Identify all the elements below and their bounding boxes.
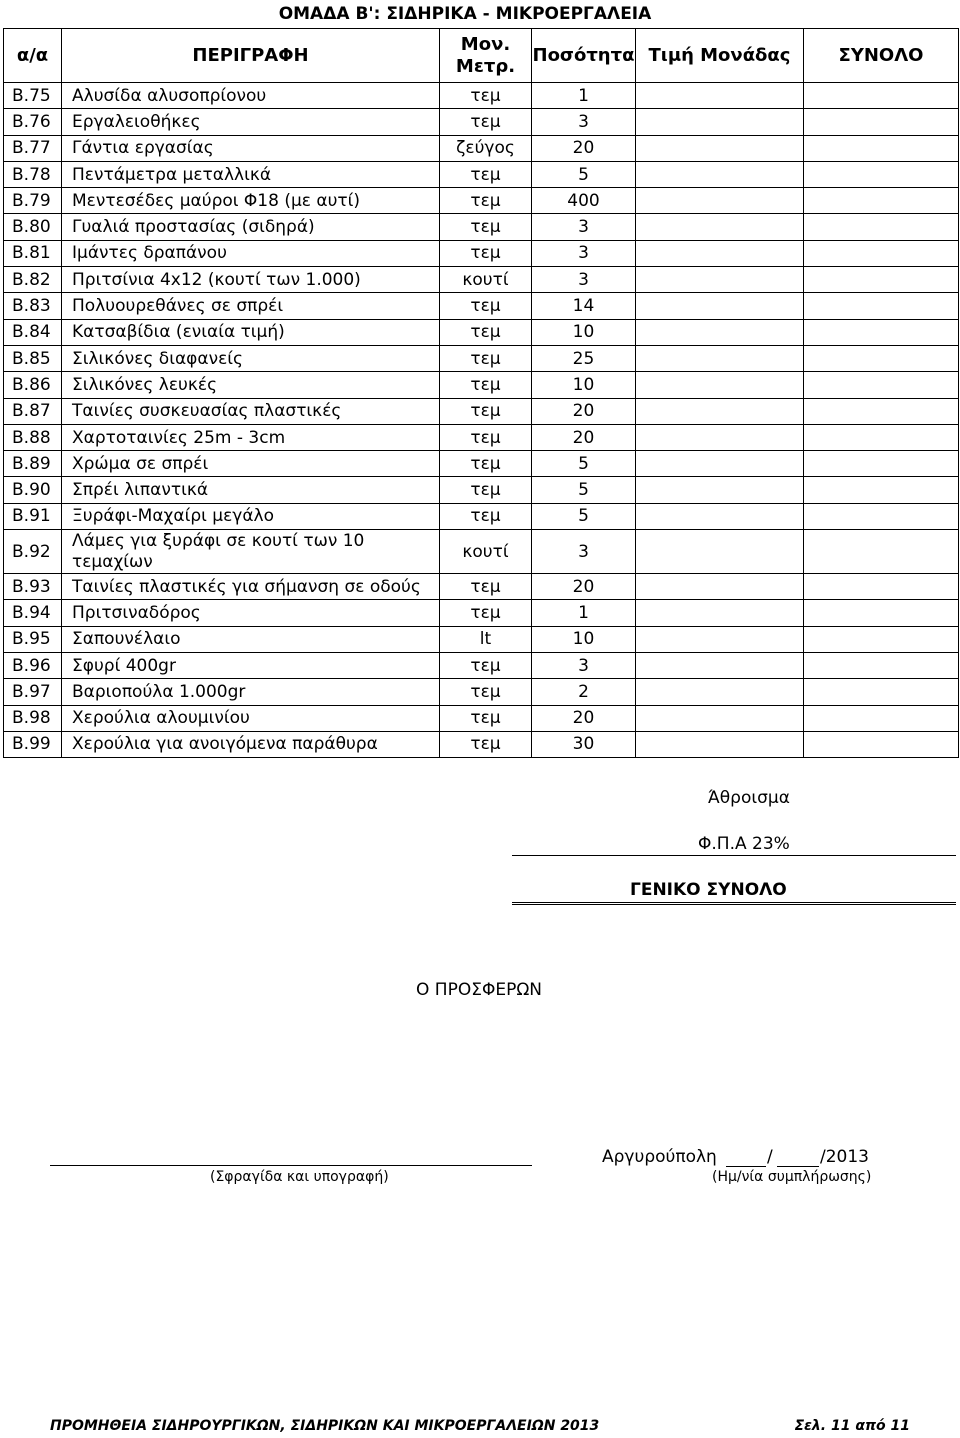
date-caption: (Ημ/νία συμπλήρωσης) <box>712 1169 872 1185</box>
cell-description: Ξυράφι-Μαχαίρι μεγάλο <box>62 503 440 529</box>
header-unit <box>440 29 532 83</box>
footer-page-number: Σελ. 11 από 11 <box>794 1418 910 1434</box>
cell-quantity: 2 <box>532 679 636 705</box>
table-row <box>4 600 959 626</box>
cell-unit: τεμ <box>440 345 532 371</box>
cell-quantity: 5 <box>532 477 636 503</box>
cell-unit-price <box>636 135 804 161</box>
cell-unit-price <box>636 345 804 371</box>
cell-quantity: 3 <box>532 652 636 678</box>
table-row <box>4 626 959 652</box>
cell-unit-price <box>636 214 804 240</box>
cell-total <box>804 652 959 678</box>
cell-total <box>804 600 959 626</box>
cell-unit: τεμ <box>440 600 532 626</box>
cell-aa: Β.99 <box>4 731 62 757</box>
cell-total <box>804 424 959 450</box>
cell-description: Σφυρί 400gr <box>62 652 440 678</box>
cell-description: Σπρέι λιπαντικά <box>62 477 440 503</box>
cell-quantity: 3 <box>532 240 636 266</box>
cell-unit-price <box>636 679 804 705</box>
cell-quantity: 1 <box>532 600 636 626</box>
cell-unit-price <box>636 293 804 319</box>
header-unit-line1: Μον. <box>460 33 511 55</box>
table-row <box>4 345 959 371</box>
cell-aa: Β.75 <box>4 83 62 109</box>
cell-description: Γάντια εργασίας <box>62 135 440 161</box>
cell-unit-price <box>636 398 804 424</box>
date-slash: / <box>767 1147 773 1167</box>
cell-aa: Β.82 <box>4 267 62 293</box>
cell-unit-price <box>636 626 804 652</box>
cell-aa: Β.87 <box>4 398 62 424</box>
cell-unit: τεμ <box>440 679 532 705</box>
cell-unit: τεμ <box>440 731 532 757</box>
cell-description: Βαριοπούλα 1.000gr <box>62 679 440 705</box>
cell-unit: κουτί <box>440 530 532 574</box>
offeror-label: Ο ΠΡΟΣΦΕΡΩΝ <box>416 980 543 1000</box>
cell-quantity: 1 <box>532 83 636 109</box>
cell-total <box>804 240 959 266</box>
stamp-signature-line <box>50 1165 532 1166</box>
cell-aa: Β.91 <box>4 503 62 529</box>
cell-total <box>804 705 959 731</box>
cell-unit-price <box>636 109 804 135</box>
cell-aa: Β.93 <box>4 574 62 600</box>
table-row <box>4 731 959 757</box>
cell-description: Εργαλειοθήκες <box>62 109 440 135</box>
table-row <box>4 398 959 424</box>
cell-description: Σαπουνέλαιο <box>62 626 440 652</box>
cell-description: Χερούλια για ανοιγόμενα παράθυρα <box>62 731 440 757</box>
cell-total <box>804 626 959 652</box>
table-row <box>4 161 959 187</box>
cell-aa: Β.88 <box>4 424 62 450</box>
cell-description: Ταινίες πλαστικές για σήμανση σε οδούς <box>62 574 440 600</box>
table-row <box>4 188 959 214</box>
cell-total <box>804 109 959 135</box>
cell-description: Πριτσίνια 4x12 (κουτί των 1.000) <box>62 267 440 293</box>
cell-quantity: 400 <box>532 188 636 214</box>
table-row <box>4 679 959 705</box>
cell-unit-price <box>636 503 804 529</box>
vat-label: Φ.Π.Α 23% <box>698 834 790 854</box>
cell-unit-price <box>636 705 804 731</box>
header-unit-line2: Μετρ. <box>455 55 516 77</box>
cell-aa: Β.76 <box>4 109 62 135</box>
cell-description: Κατσαβίδια (ενιαία τιμή) <box>62 319 440 345</box>
footer-title: ΠΡΟΜΗΘΕΙΑ ΣΙΔΗΡΟΥΡΓΙΚΩΝ, ΣΙΔΗΡΙΚΩΝ ΚΑΙ ΜΙΚΡΟΕΡΓΑΛΕΙΩΝ 2013 <box>50 1418 600 1434</box>
cell-description: Χαρτοταινίες 25m - 3cm <box>62 424 440 450</box>
cell-unit: κουτί <box>440 267 532 293</box>
cell-description: Σιλικόνες λευκές <box>62 372 440 398</box>
cell-unit-price <box>636 424 804 450</box>
cell-total <box>804 451 959 477</box>
cell-total <box>804 679 959 705</box>
cell-unit: lt <box>440 626 532 652</box>
cell-unit: τεμ <box>440 574 532 600</box>
cell-description: Ταινίες συσκευασίας πλαστικές <box>62 398 440 424</box>
cell-aa: Β.78 <box>4 161 62 187</box>
cell-total <box>804 503 959 529</box>
cell-quantity: 25 <box>532 345 636 371</box>
cell-quantity: 3 <box>532 109 636 135</box>
table-row <box>4 503 959 529</box>
vat-underline <box>512 855 956 856</box>
cell-unit: τεμ <box>440 477 532 503</box>
cell-unit-price <box>636 240 804 266</box>
cell-total <box>804 214 959 240</box>
table-row <box>4 372 959 398</box>
cell-total <box>804 267 959 293</box>
cell-total <box>804 293 959 319</box>
cell-unit: τεμ <box>440 319 532 345</box>
cell-description: Πολυουρεθάνες σε σπρέι <box>62 293 440 319</box>
cell-unit: τεμ <box>440 451 532 477</box>
cell-total <box>804 161 959 187</box>
table-row <box>4 319 959 345</box>
table-row <box>4 109 959 135</box>
cell-quantity: 5 <box>532 451 636 477</box>
cell-aa: Β.95 <box>4 626 62 652</box>
cell-unit: τεμ <box>440 652 532 678</box>
cell-quantity: 3 <box>532 267 636 293</box>
cell-unit: ζεύγος <box>440 135 532 161</box>
cell-description: Αλυσίδα αλυσοπρίονου <box>62 83 440 109</box>
cell-quantity: 20 <box>532 398 636 424</box>
cell-total <box>804 731 959 757</box>
cell-unit-price <box>636 574 804 600</box>
table-row <box>4 705 959 731</box>
table-row <box>4 530 959 574</box>
cell-unit-price <box>636 600 804 626</box>
cell-unit-price <box>636 83 804 109</box>
cell-description: Σιλικόνες διαφανείς <box>62 345 440 371</box>
cell-aa: Β.77 <box>4 135 62 161</box>
header-unit-price: Τιμή Μονάδας <box>636 29 804 83</box>
cell-total <box>804 574 959 600</box>
cell-quantity: 20 <box>532 424 636 450</box>
table-body <box>4 83 959 758</box>
cell-description: Χερούλια αλουμινίου <box>62 705 440 731</box>
cell-unit: τεμ <box>440 161 532 187</box>
cell-unit-price <box>636 731 804 757</box>
cell-unit-price <box>636 530 804 574</box>
cell-aa: Β.85 <box>4 345 62 371</box>
cell-unit-price <box>636 477 804 503</box>
table-row <box>4 240 959 266</box>
cell-unit-price <box>636 372 804 398</box>
cell-aa: Β.98 <box>4 705 62 731</box>
cell-description: Πριτσιναδόρος <box>62 600 440 626</box>
cell-description: Ιμάντες δραπάνου <box>62 240 440 266</box>
cell-aa: Β.89 <box>4 451 62 477</box>
cell-aa: Β.92 <box>4 530 62 574</box>
cell-aa: Β.94 <box>4 600 62 626</box>
place-label: Αργυρούπολη <box>602 1147 717 1167</box>
cell-description: Πεντάμετρα μεταλλικά <box>62 161 440 187</box>
cell-description: Χρώμα σε σπρέι <box>62 451 440 477</box>
stamp-caption: (Σφραγίδα και υπογραφή) <box>210 1169 389 1185</box>
cell-unit: τεμ <box>440 398 532 424</box>
cell-quantity: 30 <box>532 731 636 757</box>
cell-unit: τεμ <box>440 372 532 398</box>
cell-aa: Β.90 <box>4 477 62 503</box>
cell-total <box>804 135 959 161</box>
cell-aa: Β.96 <box>4 652 62 678</box>
date-year: /2013 <box>820 1147 869 1167</box>
cell-total <box>804 319 959 345</box>
cell-quantity: 20 <box>532 135 636 161</box>
cell-unit: τεμ <box>440 424 532 450</box>
cell-aa: Β.80 <box>4 214 62 240</box>
cell-total <box>804 398 959 424</box>
cell-total <box>804 345 959 371</box>
cell-quantity: 20 <box>532 705 636 731</box>
cell-quantity: 10 <box>532 626 636 652</box>
group-title: ΟΜΑΔΑ Β': ΣΙΔΗΡΙΚΑ - ΜΙΚΡΟΕΡΓΑΛΕΙΑ <box>278 4 652 24</box>
cell-total <box>804 83 959 109</box>
cell-description: Λάμες για ξυράφι σε κουτί των 10 τεμαχίων <box>62 530 440 574</box>
cell-unit-price <box>636 188 804 214</box>
cell-aa: Β.97 <box>4 679 62 705</box>
cell-aa: Β.81 <box>4 240 62 266</box>
cell-description: Μεντεσέδες μαύροι Φ18 (με αυτί) <box>62 188 440 214</box>
table-row <box>4 293 959 319</box>
cell-total <box>804 477 959 503</box>
grand-total-label: ΓΕΝΙΚΟ ΣΥΝΟΛΟ <box>630 880 787 900</box>
cell-unit: τεμ <box>440 214 532 240</box>
cell-total <box>804 188 959 214</box>
cell-quantity: 5 <box>532 161 636 187</box>
items-table <box>3 28 959 758</box>
cell-unit: τεμ <box>440 188 532 214</box>
grand-total-underline <box>512 902 956 906</box>
cell-unit-price <box>636 319 804 345</box>
table-row <box>4 214 959 240</box>
cell-aa: Β.84 <box>4 319 62 345</box>
cell-description: Γυαλιά προστασίας (σιδηρά) <box>62 214 440 240</box>
table-row <box>4 451 959 477</box>
cell-unit-price <box>636 267 804 293</box>
table-row <box>4 267 959 293</box>
header-aa: α/α <box>4 29 62 83</box>
header-description: ΠΕΡΙΓΡΑΦΗ <box>62 29 440 83</box>
cell-unit: τεμ <box>440 705 532 731</box>
cell-aa: Β.86 <box>4 372 62 398</box>
cell-quantity: 14 <box>532 293 636 319</box>
cell-unit-price <box>636 451 804 477</box>
cell-aa: Β.83 <box>4 293 62 319</box>
cell-unit: τεμ <box>440 293 532 319</box>
cell-quantity: 3 <box>532 530 636 574</box>
cell-total <box>804 530 959 574</box>
cell-quantity: 20 <box>532 574 636 600</box>
header-total: ΣΥΝΟΛΟ <box>804 29 959 83</box>
table-row <box>4 135 959 161</box>
cell-total <box>804 372 959 398</box>
table-row <box>4 574 959 600</box>
table-header-row <box>4 29 959 83</box>
cell-quantity: 10 <box>532 319 636 345</box>
date-month-line <box>777 1166 819 1167</box>
table-row <box>4 652 959 678</box>
sum-label: Άθροισμα <box>708 788 790 808</box>
date-day-line <box>726 1166 766 1167</box>
cell-unit-price <box>636 161 804 187</box>
table-row <box>4 477 959 503</box>
cell-aa: Β.79 <box>4 188 62 214</box>
cell-unit: τεμ <box>440 83 532 109</box>
table-row <box>4 424 959 450</box>
cell-quantity: 3 <box>532 214 636 240</box>
cell-unit: τεμ <box>440 240 532 266</box>
cell-unit: τεμ <box>440 109 532 135</box>
cell-quantity: 10 <box>532 372 636 398</box>
header-quantity: Ποσότητα <box>532 29 636 83</box>
table-row <box>4 83 959 109</box>
cell-unit-price <box>636 652 804 678</box>
cell-unit: τεμ <box>440 503 532 529</box>
cell-quantity: 5 <box>532 503 636 529</box>
